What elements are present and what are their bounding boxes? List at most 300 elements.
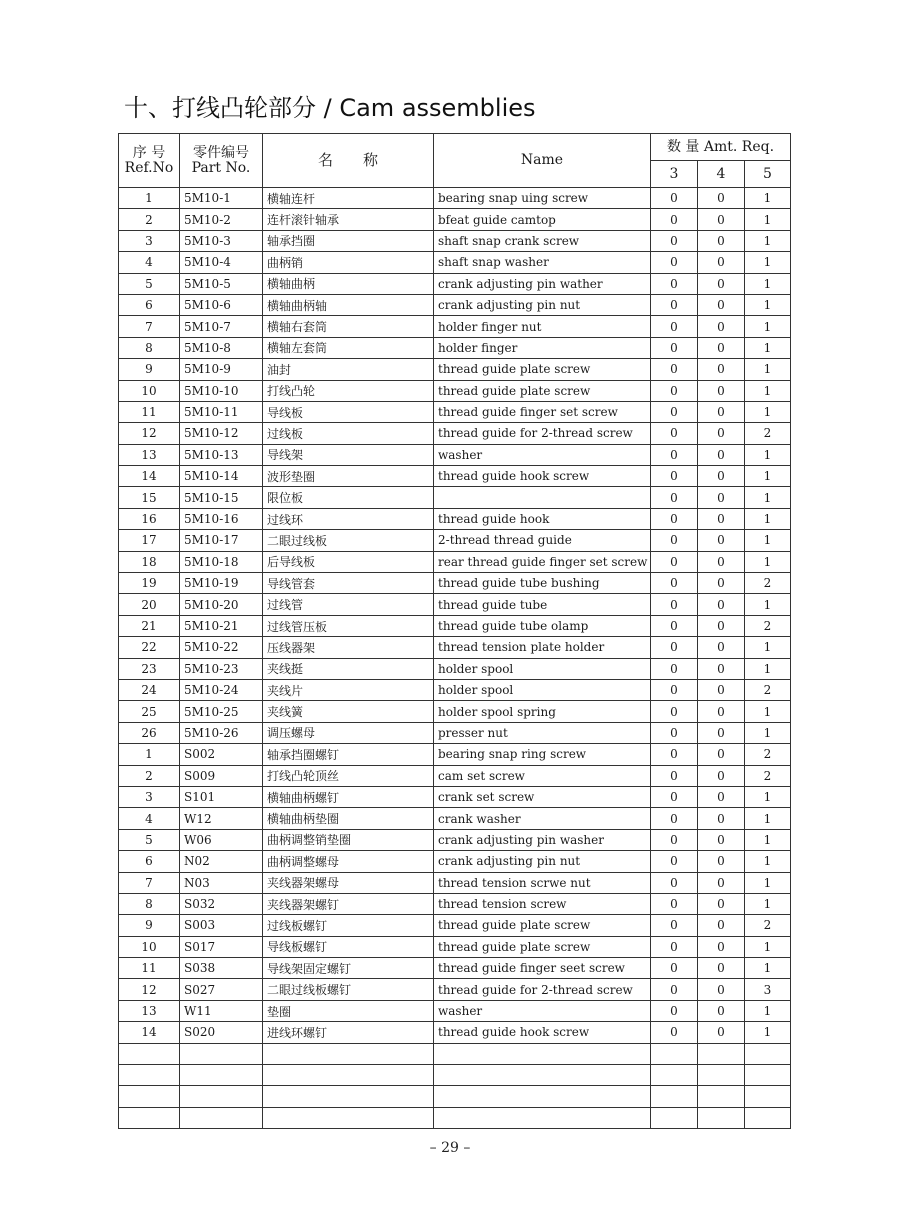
amount-5-cell: 1 — [745, 530, 791, 551]
amount-3-cell: 0 — [651, 936, 698, 957]
amount-5-cell: 1 — [745, 722, 791, 743]
amount-5-cell: 1 — [745, 337, 791, 358]
amount-5-cell: 1 — [745, 872, 791, 893]
amount-4-cell: 0 — [698, 551, 745, 572]
name-en-cell: crank adjusting pin nut — [434, 851, 651, 872]
ref-no-cell: 12 — [119, 979, 180, 1000]
amount-3-cell: 0 — [651, 872, 698, 893]
name-cn-cell: 曲柄调整销垫圈 — [263, 829, 434, 850]
ref-no-cell: 14 — [119, 466, 180, 487]
name-en-cell: crank adjusting pin wather — [434, 273, 651, 294]
amount-5-cell: 1 — [745, 1000, 791, 1021]
amount-4-cell: 0 — [698, 615, 745, 636]
name-cn-cell: 打线凸轮顶丝 — [263, 765, 434, 786]
amount-4-cell: 0 — [698, 230, 745, 251]
header-col-5: 5 — [745, 161, 791, 188]
table-row — [119, 230, 791, 251]
ref-no-cell: 21 — [119, 615, 180, 636]
name-en-cell: thread guide finger seet screw — [434, 958, 651, 979]
table-row — [119, 337, 791, 358]
name-cn-cell: 过线环 — [263, 508, 434, 529]
part-no-cell: 5M10-10 — [180, 380, 263, 401]
amount-4-cell: 0 — [698, 316, 745, 337]
name-en-cell: crank adjusting pin nut — [434, 294, 651, 315]
ref-no-cell: 6 — [119, 294, 180, 315]
name-cn-cell: 连杆滚针轴承 — [263, 209, 434, 230]
page-number: – 29 – — [429, 1140, 471, 1156]
part-no-cell: 5M10-9 — [180, 359, 263, 380]
name-cn-cell: 轴承挡圈 — [263, 230, 434, 251]
part-no-cell: 5M10-7 — [180, 316, 263, 337]
table-row — [119, 893, 791, 914]
amount-5-cell: 1 — [745, 466, 791, 487]
amount-5-cell: 1 — [745, 936, 791, 957]
amount-5-cell: 1 — [745, 252, 791, 273]
name-cn-cell: 打线凸轮 — [263, 380, 434, 401]
amount-4-cell: 0 — [698, 936, 745, 957]
part-no-cell: 5M10-1 — [180, 188, 263, 209]
name-cn-cell: 横轴连杆 — [263, 188, 434, 209]
name-en-cell: thread guide finger set screw — [434, 401, 651, 422]
name-en-cell: 2-thread thread guide — [434, 530, 651, 551]
table-row — [119, 915, 791, 936]
table-row — [119, 936, 791, 957]
header-col-3: 3 — [651, 161, 698, 188]
amount-5-cell: 1 — [745, 551, 791, 572]
table-row — [119, 423, 791, 444]
empty-cell — [263, 1065, 434, 1086]
empty-cell — [119, 1086, 180, 1107]
amount-4-cell: 0 — [698, 958, 745, 979]
name-en-cell: thread guide tube bushing — [434, 573, 651, 594]
ref-no-cell: 1 — [119, 188, 180, 209]
empty-cell — [698, 1107, 745, 1128]
name-cn-cell: 导线板螺钉 — [263, 936, 434, 957]
amount-4-cell: 0 — [698, 722, 745, 743]
empty-cell — [698, 1043, 745, 1064]
part-no-cell: 5M10-19 — [180, 573, 263, 594]
empty-cell — [434, 1065, 651, 1086]
ref-no-cell: 13 — [119, 1000, 180, 1021]
table-row — [119, 209, 791, 230]
amount-3-cell: 0 — [651, 1022, 698, 1043]
part-no-cell: S032 — [180, 893, 263, 914]
empty-cell — [434, 1107, 651, 1128]
name-en-cell: thread guide plate screw — [434, 359, 651, 380]
table-row — [119, 273, 791, 294]
name-en-cell: washer — [434, 444, 651, 465]
ref-no-cell: 12 — [119, 423, 180, 444]
ref-no-cell: 2 — [119, 209, 180, 230]
table-row — [119, 188, 791, 209]
name-en-cell: thread tension scrwe nut — [434, 872, 651, 893]
name-cn-cell: 二眼过线板螺钉 — [263, 979, 434, 1000]
ref-no-cell: 2 — [119, 765, 180, 786]
amount-5-cell: 2 — [745, 679, 791, 700]
name-cn-cell: 横轴曲柄垫圈 — [263, 808, 434, 829]
part-no-cell: N02 — [180, 851, 263, 872]
empty-cell — [745, 1043, 791, 1064]
table-row — [119, 722, 791, 743]
table-row — [119, 979, 791, 1000]
empty-table-row — [119, 1107, 791, 1128]
ref-no-cell: 24 — [119, 679, 180, 700]
name-cn-cell: 调压螺母 — [263, 722, 434, 743]
amount-3-cell: 0 — [651, 744, 698, 765]
table-row — [119, 551, 791, 572]
amount-3-cell: 0 — [651, 294, 698, 315]
amount-4-cell: 0 — [698, 808, 745, 829]
amount-5-cell: 1 — [745, 637, 791, 658]
ref-no-cell: 9 — [119, 359, 180, 380]
empty-cell — [698, 1065, 745, 1086]
page-title: 十、打线凸轮部分 / Cam assemblies — [124, 94, 536, 122]
name-en-cell: thread guide hook — [434, 508, 651, 529]
name-cn-cell: 横轴曲柄轴 — [263, 294, 434, 315]
name-cn-cell: 过线管 — [263, 594, 434, 615]
part-no-cell: N03 — [180, 872, 263, 893]
empty-cell — [745, 1107, 791, 1128]
name-cn-cell: 导线板 — [263, 401, 434, 422]
part-no-cell: S009 — [180, 765, 263, 786]
empty-cell — [651, 1043, 698, 1064]
amount-3-cell: 0 — [651, 359, 698, 380]
amount-5-cell: 1 — [745, 808, 791, 829]
name-cn-cell: 夹线器架螺母 — [263, 872, 434, 893]
amount-3-cell: 0 — [651, 637, 698, 658]
amount-4-cell: 0 — [698, 273, 745, 294]
header-col-4: 4 — [698, 161, 745, 188]
amount-4-cell: 0 — [698, 979, 745, 1000]
amount-3-cell: 0 — [651, 765, 698, 786]
part-no-cell: S027 — [180, 979, 263, 1000]
name-cn-cell: 导线架固定螺钉 — [263, 958, 434, 979]
name-en-cell — [434, 487, 651, 508]
name-en-cell: bearing snap ring screw — [434, 744, 651, 765]
amount-3-cell: 0 — [651, 979, 698, 1000]
name-cn-cell: 横轴曲柄螺钉 — [263, 786, 434, 807]
amount-5-cell: 1 — [745, 1022, 791, 1043]
ref-no-cell: 7 — [119, 316, 180, 337]
amount-5-cell: 3 — [745, 979, 791, 1000]
amount-5-cell: 2 — [745, 744, 791, 765]
table-row — [119, 444, 791, 465]
amount-4-cell: 0 — [698, 444, 745, 465]
name-en-cell: presser nut — [434, 722, 651, 743]
name-cn-cell: 过线板螺钉 — [263, 915, 434, 936]
part-no-cell: 5M10-11 — [180, 401, 263, 422]
amount-5-cell: 1 — [745, 316, 791, 337]
part-no-cell: W12 — [180, 808, 263, 829]
amount-3-cell: 0 — [651, 337, 698, 358]
amount-5-cell: 1 — [745, 594, 791, 615]
empty-cell — [263, 1043, 434, 1064]
amount-5-cell: 1 — [745, 658, 791, 679]
amount-5-cell: 1 — [745, 380, 791, 401]
name-cn-cell: 油封 — [263, 359, 434, 380]
empty-cell — [180, 1065, 263, 1086]
part-no-cell: W06 — [180, 829, 263, 850]
part-no-cell: 5M10-14 — [180, 466, 263, 487]
amount-4-cell: 0 — [698, 188, 745, 209]
part-no-cell: S101 — [180, 786, 263, 807]
header-ref — [119, 134, 180, 188]
part-no-cell: 5M10-17 — [180, 530, 263, 551]
header-ref-en: Ref.No — [124, 159, 174, 176]
amount-4-cell: 0 — [698, 423, 745, 444]
name-cn-cell: 过线管压板 — [263, 615, 434, 636]
part-no-cell: 5M10-22 — [180, 637, 263, 658]
ref-no-cell: 6 — [119, 851, 180, 872]
empty-table-row — [119, 1086, 791, 1107]
name-en-cell: bearing snap uing screw — [434, 188, 651, 209]
amount-4-cell: 0 — [698, 765, 745, 786]
amount-3-cell: 0 — [651, 915, 698, 936]
amount-3-cell: 0 — [651, 573, 698, 594]
name-cn-cell: 夹线簧 — [263, 701, 434, 722]
table-row — [119, 252, 791, 273]
name-en-cell: thread tension screw — [434, 893, 651, 914]
amount-5-cell: 1 — [745, 230, 791, 251]
part-no-cell: S038 — [180, 958, 263, 979]
table-row — [119, 786, 791, 807]
amount-3-cell: 0 — [651, 316, 698, 337]
name-en-cell: thread guide tube — [434, 594, 651, 615]
amount-3-cell: 0 — [651, 893, 698, 914]
table-row — [119, 530, 791, 551]
part-no-cell: S020 — [180, 1022, 263, 1043]
ref-no-cell: 25 — [119, 701, 180, 722]
table-row — [119, 615, 791, 636]
part-no-cell: 5M10-6 — [180, 294, 263, 315]
name-en-cell: thread tension plate holder — [434, 637, 651, 658]
amount-5-cell: 2 — [745, 915, 791, 936]
part-no-cell: 5M10-18 — [180, 551, 263, 572]
amount-5-cell: 2 — [745, 573, 791, 594]
part-no-cell: 5M10-12 — [180, 423, 263, 444]
ref-no-cell: 17 — [119, 530, 180, 551]
table-row — [119, 380, 791, 401]
empty-cell — [745, 1086, 791, 1107]
amount-5-cell: 1 — [745, 829, 791, 850]
amount-5-cell: 2 — [745, 765, 791, 786]
name-en-cell: crank washer — [434, 808, 651, 829]
header-ref-cn: 序 号 — [132, 144, 166, 161]
ref-no-cell: 8 — [119, 893, 180, 914]
amount-5-cell: 1 — [745, 786, 791, 807]
table-row — [119, 872, 791, 893]
table-row — [119, 466, 791, 487]
amount-3-cell: 0 — [651, 958, 698, 979]
empty-cell — [180, 1086, 263, 1107]
amount-3-cell: 0 — [651, 1000, 698, 1021]
amount-4-cell: 0 — [698, 380, 745, 401]
ref-no-cell: 14 — [119, 1022, 180, 1043]
parts-table — [118, 133, 791, 1129]
amount-3-cell: 0 — [651, 380, 698, 401]
ref-no-cell: 22 — [119, 637, 180, 658]
table-row — [119, 487, 791, 508]
ref-no-cell: 3 — [119, 230, 180, 251]
ref-no-cell: 10 — [119, 380, 180, 401]
name-cn-cell: 轴承挡圈螺钉 — [263, 744, 434, 765]
amount-3-cell: 0 — [651, 401, 698, 422]
amount-3-cell: 0 — [651, 209, 698, 230]
part-no-cell: 5M10-3 — [180, 230, 263, 251]
amount-4-cell: 0 — [698, 637, 745, 658]
empty-cell — [698, 1086, 745, 1107]
name-cn-cell: 横轴右套筒 — [263, 316, 434, 337]
amount-4-cell: 0 — [698, 1022, 745, 1043]
ref-no-cell: 1 — [119, 744, 180, 765]
table-row — [119, 359, 791, 380]
name-en-cell: crank set screw — [434, 786, 651, 807]
amount-4-cell: 0 — [698, 209, 745, 230]
amount-5-cell: 1 — [745, 701, 791, 722]
amount-3-cell: 0 — [651, 466, 698, 487]
part-no-cell: 5M10-2 — [180, 209, 263, 230]
name-en-cell: thread guide hook screw — [434, 1022, 651, 1043]
part-no-cell: 5M10-15 — [180, 487, 263, 508]
amount-5-cell: 2 — [745, 423, 791, 444]
name-cn-cell: 导线管套 — [263, 573, 434, 594]
name-en-cell: holder spool — [434, 658, 651, 679]
amount-3-cell: 0 — [651, 658, 698, 679]
name-cn-cell: 压线器架 — [263, 637, 434, 658]
name-en-cell: holder finger — [434, 337, 651, 358]
part-no-cell: 5M10-13 — [180, 444, 263, 465]
part-no-cell: 5M10-23 — [180, 658, 263, 679]
amount-3-cell: 0 — [651, 722, 698, 743]
amount-5-cell: 1 — [745, 444, 791, 465]
ref-no-cell: 18 — [119, 551, 180, 572]
part-no-cell: 5M10-8 — [180, 337, 263, 358]
amount-4-cell: 0 — [698, 359, 745, 380]
empty-cell — [651, 1107, 698, 1128]
amount-4-cell: 0 — [698, 658, 745, 679]
amount-5-cell: 2 — [745, 615, 791, 636]
table-row — [119, 316, 791, 337]
amount-4-cell: 0 — [698, 893, 745, 914]
amount-3-cell: 0 — [651, 829, 698, 850]
header-amt: 数 量 Amt. Req. — [651, 134, 791, 161]
name-en-cell: crank adjusting pin washer — [434, 829, 651, 850]
header-part — [180, 134, 263, 188]
empty-cell — [119, 1065, 180, 1086]
table-row — [119, 808, 791, 829]
ref-no-cell: 15 — [119, 487, 180, 508]
ref-no-cell: 11 — [119, 401, 180, 422]
name-en-cell: shaft snap washer — [434, 252, 651, 273]
name-cn-cell: 导线架 — [263, 444, 434, 465]
empty-cell — [651, 1086, 698, 1107]
table-row — [119, 765, 791, 786]
table-row — [119, 701, 791, 722]
name-cn-cell: 曲柄调整螺母 — [263, 851, 434, 872]
part-no-cell: 5M10-24 — [180, 679, 263, 700]
name-cn-cell: 夹线挺 — [263, 658, 434, 679]
name-en-cell: thread guide for 2-thread screw — [434, 423, 651, 444]
table-row — [119, 1000, 791, 1021]
name-cn-cell: 垫圈 — [263, 1000, 434, 1021]
amount-4-cell: 0 — [698, 701, 745, 722]
part-no-cell: 5M10-4 — [180, 252, 263, 273]
amount-3-cell: 0 — [651, 230, 698, 251]
amount-5-cell: 1 — [745, 487, 791, 508]
part-no-cell: 5M10-16 — [180, 508, 263, 529]
name-cn-cell: 进线环螺钉 — [263, 1022, 434, 1043]
table-row — [119, 573, 791, 594]
name-en-cell: thread guide hook screw — [434, 466, 651, 487]
amount-5-cell: 1 — [745, 893, 791, 914]
name-en-cell: shaft snap crank screw — [434, 230, 651, 251]
ref-no-cell: 19 — [119, 573, 180, 594]
name-en-cell: thread guide plate screw — [434, 915, 651, 936]
ref-no-cell: 3 — [119, 786, 180, 807]
name-en-cell: thread guide for 2-thread screw — [434, 979, 651, 1000]
amount-4-cell: 0 — [698, 573, 745, 594]
ref-no-cell: 4 — [119, 808, 180, 829]
amount-3-cell: 0 — [651, 786, 698, 807]
amount-5-cell: 1 — [745, 209, 791, 230]
empty-cell — [434, 1086, 651, 1107]
name-cn-cell: 后导线板 — [263, 551, 434, 572]
name-en-cell: holder finger nut — [434, 316, 651, 337]
amount-3-cell: 0 — [651, 188, 698, 209]
header-name-cn: 名 称 — [263, 134, 434, 188]
name-cn-cell: 横轴左套筒 — [263, 337, 434, 358]
table-row — [119, 744, 791, 765]
amount-4-cell: 0 — [698, 679, 745, 700]
name-cn-cell: 曲柄销 — [263, 252, 434, 273]
table-row — [119, 829, 791, 850]
amount-4-cell: 0 — [698, 594, 745, 615]
ref-no-cell: 20 — [119, 594, 180, 615]
empty-cell — [119, 1107, 180, 1128]
amount-3-cell: 0 — [651, 594, 698, 615]
empty-cell — [263, 1086, 434, 1107]
amount-4-cell: 0 — [698, 508, 745, 529]
ref-no-cell: 10 — [119, 936, 180, 957]
ref-no-cell: 5 — [119, 273, 180, 294]
name-cn-cell: 横轴曲柄 — [263, 273, 434, 294]
amount-3-cell: 0 — [651, 508, 698, 529]
name-en-cell: washer — [434, 1000, 651, 1021]
amount-3-cell: 0 — [651, 551, 698, 572]
table-row — [119, 658, 791, 679]
empty-cell — [434, 1043, 651, 1064]
amount-4-cell: 0 — [698, 337, 745, 358]
amount-5-cell: 1 — [745, 958, 791, 979]
part-no-cell: 5M10-21 — [180, 615, 263, 636]
header-part-cn: 零件编号 — [193, 144, 249, 161]
empty-table-row — [119, 1065, 791, 1086]
table-row — [119, 1022, 791, 1043]
name-cn-cell: 夹线片 — [263, 679, 434, 700]
amount-5-cell: 1 — [745, 508, 791, 529]
empty-cell — [180, 1043, 263, 1064]
name-cn-cell: 波形垫圈 — [263, 466, 434, 487]
ref-no-cell: 9 — [119, 915, 180, 936]
table-row — [119, 401, 791, 422]
amount-4-cell: 0 — [698, 744, 745, 765]
ref-no-cell: 23 — [119, 658, 180, 679]
name-en-cell: thread guide tube olamp — [434, 615, 651, 636]
name-en-cell: bfeat guide camtop — [434, 209, 651, 230]
amount-3-cell: 0 — [651, 679, 698, 700]
part-no-cell: 5M10-5 — [180, 273, 263, 294]
part-no-cell: 5M10-20 — [180, 594, 263, 615]
